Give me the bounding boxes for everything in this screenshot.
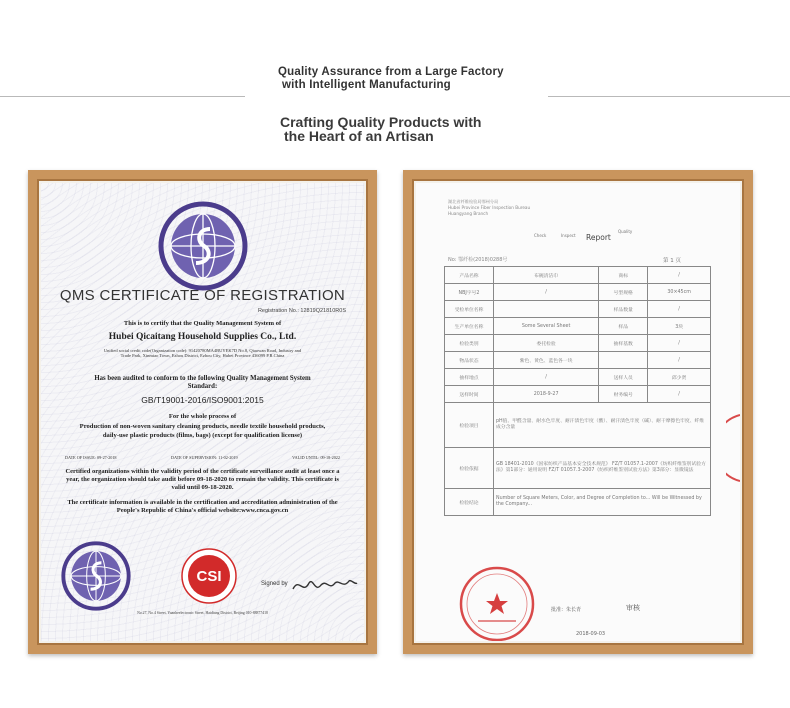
table-cell: 送样时间 <box>445 386 494 403</box>
signed-by-label: Signed by <box>261 581 288 587</box>
table-cell: 2018-9-27 <box>494 386 599 403</box>
table-row <box>445 352 711 369</box>
table-cell: / <box>494 369 599 386</box>
table-cell: 3块 <box>648 318 711 335</box>
divider-right <box>548 96 790 97</box>
report-date: 2018-09-03 <box>576 631 606 637</box>
company-details: Unified social credit code(Organization code): 91420780MA4BUYEK7D No.8, Qiaowan Road, Industry and Trade Park, Xinmiao Town, Ezhou District, Ezhou City, Hubei Province 436099 P.R.China <box>103 348 302 359</box>
table-cell: 检验类别 <box>445 335 494 352</box>
validity-paragraph: Certified organizations within the validity period of the certificate surveillance audit at least once a year, the organization should take audit before 09-18-2020 to remain the validity. This certificate is valid until 09-18-2020. <box>65 468 340 492</box>
table-row <box>445 335 711 352</box>
table-row-basis: 检验依据 GB 18401-2010《国家纺织产品基本安全技术规范》 FZ/T 01057.1-2007《纺织纤维鉴别试验方法》第1部分：通用说明 FZ/T 01057.3-2007《纺织纤维鉴别试验方法》第3部分：显微镜法 <box>445 448 711 489</box>
inspection-basis: GB 18401-2010《国家纺织产品基本安全技术规范》 FZ/T 01057.1-2007《纺织纤维鉴别试验方法》第1部分：通用说明 FZ/T 01057.3-2007《纺织纤维鉴别试验方法》第3部分：显微镜法 <box>494 448 711 489</box>
date-issue: DATE OF ISSUE: 09-27-2018 <box>65 455 117 460</box>
inspection-report <box>416 183 740 641</box>
edge-seal-icon <box>726 413 740 483</box>
table-cell: 产品名称 <box>445 267 494 284</box>
table-row <box>445 301 711 318</box>
qms-certificate <box>41 183 364 641</box>
inspection-items: pH值、甲醛含量、耐水色牢度、耐汗渍色牢度（酸）、耐汗渍色牢度（碱）、耐干摩擦色牢度、纤维成分含量 <box>494 403 711 448</box>
table-cell: 样品数量 <box>599 301 648 318</box>
globe-logo-icon <box>158 201 248 291</box>
table-cell: / <box>494 284 599 301</box>
report-title-quality: Quality <box>618 229 633 234</box>
table-cell: 物品状态 <box>445 352 494 369</box>
tagline-line2: with Intelligent Manufacturing <box>282 79 451 91</box>
report-title-check: Check <box>534 233 547 238</box>
table-row <box>445 318 711 335</box>
inspection-conclusion: Number of Square Meters, Color, and Degree of Completion to... Will be Witnessed by the Company... <box>494 489 711 516</box>
table-cell: 财务编号 <box>599 386 648 403</box>
table-cell: / <box>648 301 711 318</box>
registration-number: Registration No.: 12819Q21810R0S <box>257 308 346 314</box>
table-cell: 委托检验 <box>494 335 599 352</box>
table-cell: 邱少贤 <box>648 369 711 386</box>
table-cell: 布碗清洁巾 <box>494 267 599 284</box>
table-row <box>445 386 711 403</box>
headline-line2: the Heart of an Artisan <box>284 128 434 144</box>
table-cell <box>599 352 648 369</box>
table-cell <box>494 301 599 318</box>
report-page: 第 1 页 <box>663 258 681 264</box>
table-cell: 紫色、黄色、蓝色各一块 <box>494 352 599 369</box>
report-title-inspect: Inspect <box>561 233 576 238</box>
csi-seal-icon <box>180 547 238 605</box>
table-cell: 商标 <box>599 267 648 284</box>
certificate-frame <box>28 170 377 654</box>
table-cell: 送样人员 <box>599 369 648 386</box>
whole-process-label: For the whole process of <box>168 413 237 420</box>
table-cell: / <box>648 386 711 403</box>
report-frame <box>403 170 753 654</box>
tagline <box>278 66 504 92</box>
table-cell: / <box>648 335 711 352</box>
standard-code: GB/T19001-2016/ISO9001:2015 <box>141 395 264 405</box>
headline <box>280 115 481 143</box>
audited-statement: Has been audited to conform to the following Quality Management System Standard: <box>94 375 311 390</box>
red-seal-icon <box>456 563 538 641</box>
table-cell: 号型规格 <box>599 284 648 301</box>
report-header-line2: Hubei Province Fiber Inspection Bureau <box>448 205 531 210</box>
report-title: Report <box>586 233 611 242</box>
globe-seal-icon <box>61 541 131 611</box>
table-cell: / <box>648 267 711 284</box>
table-cell: 样品 <box>599 318 648 335</box>
certifier-address: No.27, No.4 Street, Yuanheelectronic Street, Haidiang District, Beijing 010-88877418 <box>137 611 268 615</box>
csi-label: CSI <box>196 568 222 585</box>
table-row <box>445 369 711 386</box>
table-cell: 抽样地点 <box>445 369 494 386</box>
certification-scope: Production of non-woven sanitary cleaning products, needle textile household products, daily-use plastic products (films, bags) (except for qualification license) <box>79 423 326 439</box>
reviewer-signature: 审核 <box>626 604 640 612</box>
table-cell: 受检单位名称 <box>445 301 494 318</box>
divider-left <box>0 96 245 97</box>
table-cell: 30×45cm <box>648 284 711 301</box>
table-cell: / <box>648 352 711 369</box>
approver-signature: 批准：朱长青 <box>551 607 582 613</box>
tagline-line1: Quality Assurance from a Large Factory <box>278 66 504 78</box>
table-cell: 生产单位名称 <box>445 318 494 335</box>
table-row-items: 检验项目 pH值、甲醛含量、耐水色牢度、耐汗渍色牢度（酸）、耐汗渍色牢度（碱）、耐干摩擦色牢度、纤维成分含量 <box>445 403 711 448</box>
report-header-line3: Huangyang Branch <box>448 211 489 216</box>
company-name: Hubei Qicaitang Household Supplies Co., Ltd. <box>108 332 297 342</box>
table-cell: NBJ字号2 <box>445 284 494 301</box>
table-cell: 抽样基数 <box>599 335 648 352</box>
certify-line: This is to certify that the Quality Management System of <box>123 320 282 327</box>
table-row <box>445 284 711 301</box>
headline-line1: Crafting Quality Products with <box>280 114 482 130</box>
table-cell: Some Several Sheet <box>494 318 599 335</box>
verification-paragraph: The certificate information is available in the certification and accreditation administration of the People's Republic of China's official website:www.cnca.gov.cn <box>67 499 338 515</box>
date-supervision: DATE OF SUPERVISION: 11-02-2019 <box>171 455 238 460</box>
report-table <box>444 266 711 516</box>
table-row-conclusion: 检验结论 Number of Square Meters, Color, and Degree of Completion to... Will be Witnessed by the Company... <box>445 489 711 516</box>
report-header-line1: 湖北省纤维检验局鄂州分局 <box>448 199 499 204</box>
date-valid: VALID UNTIL: 09-18-2022 <box>292 455 340 460</box>
certificate-title: QMS CERTIFICATE OF REGISTRATION <box>59 287 346 304</box>
table-row <box>445 267 711 284</box>
report-number: No: 鄂纤检(2018)0288号 <box>448 257 508 263</box>
report-header <box>448 199 530 217</box>
certificate-dates <box>65 455 340 460</box>
signature <box>289 573 359 597</box>
